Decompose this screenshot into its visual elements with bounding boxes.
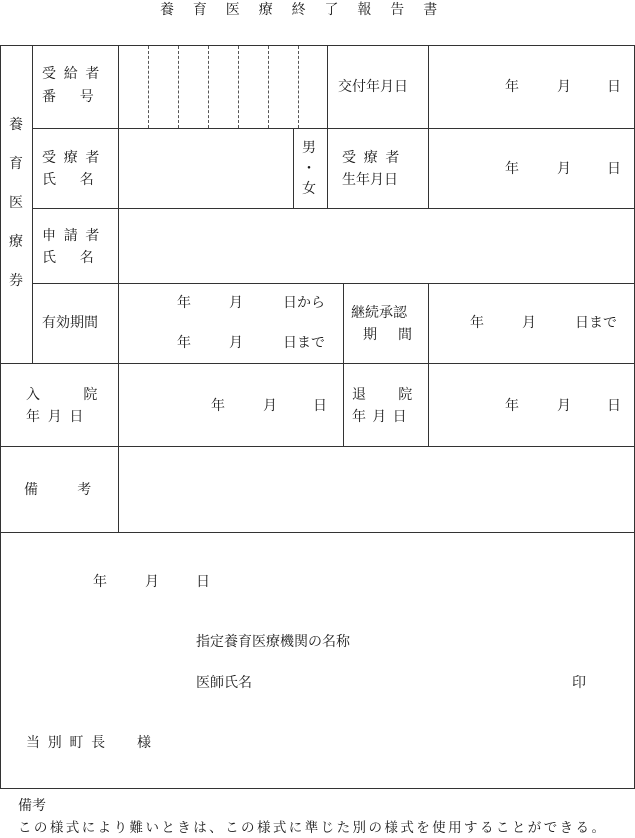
- discharge-date-label: 年月日: [352, 409, 413, 425]
- footer-note: この様式により難いときは、この様式に準じた別の様式を使用することができる。: [18, 820, 608, 836]
- valid-period-to-year: 年: [177, 335, 191, 351]
- sex-male[interactable]: 男: [302, 140, 316, 156]
- institution-name-label: 指定養育医療機関の名称: [196, 634, 350, 650]
- report-year: 年: [93, 574, 107, 590]
- sex-female[interactable]: 女: [302, 181, 316, 197]
- addressee-honorific: 様: [137, 735, 151, 751]
- discharge-date-year: 年: [505, 398, 519, 414]
- form-title: 養育医療終了報告書: [160, 2, 457, 18]
- valid-period-from-month: 月: [229, 295, 243, 311]
- valid-period-to-month: 月: [229, 335, 243, 351]
- admission-date-label: 年月日: [26, 409, 92, 425]
- valid-period-label: 有効期間: [42, 315, 98, 331]
- recipient-number-label: 番号: [42, 89, 118, 105]
- valid-period-until: 日まで: [283, 335, 325, 351]
- admission-date-label: 入院: [26, 387, 141, 403]
- patient-name-field[interactable]: [119, 129, 293, 208]
- birth-date-label: 受療者: [342, 150, 408, 166]
- recipient-number-label: 受給者: [42, 66, 108, 82]
- discharge-date-label: 退院: [352, 387, 445, 403]
- report-day: 日: [196, 574, 210, 590]
- applicant-name-label: 申請者: [42, 228, 108, 244]
- birth-date-month: 月: [557, 161, 571, 177]
- valid-period-from: 日から: [283, 295, 325, 311]
- discharge-date-month: 月: [557, 398, 571, 414]
- birth-date-year: 年: [505, 161, 519, 177]
- ticket-label-char: 医: [9, 195, 23, 211]
- patient-name-label: 氏名: [42, 172, 118, 188]
- issue-date-year: 年: [505, 79, 519, 95]
- issue-date-month: 月: [557, 79, 571, 95]
- remarks-field[interactable]: [119, 447, 634, 532]
- ticket-label-char: 養: [9, 117, 23, 133]
- addressee: 当別町長: [26, 735, 113, 751]
- continuation-period-year: 年: [470, 315, 484, 331]
- continuation-period-label: 継続承認: [351, 305, 407, 321]
- report-month: 月: [145, 574, 159, 590]
- continuation-period-label: 期間: [363, 327, 433, 343]
- patient-name-label: 受療者: [42, 150, 108, 166]
- admission-date-day: 日: [313, 398, 327, 414]
- doctor-name-label: 医師氏名: [196, 675, 252, 691]
- footer-heading: 備考: [18, 798, 46, 814]
- admission-date-year: 年: [211, 398, 225, 414]
- applicant-name-field[interactable]: [119, 209, 634, 283]
- birth-date-label: 生年月日: [342, 172, 398, 188]
- birth-date-day: 日: [607, 161, 621, 177]
- sex-separator: ・: [302, 161, 316, 177]
- continuation-period-month: 月: [522, 315, 536, 331]
- ticket-label-char: 券: [9, 273, 23, 289]
- applicant-name-label: 氏名: [42, 250, 118, 266]
- valid-period-from-year: 年: [177, 295, 191, 311]
- ticket-label-char: 育: [9, 156, 23, 172]
- ticket-label-char: 療: [9, 234, 23, 250]
- issue-date-day: 日: [607, 79, 621, 95]
- issue-date-label: 交付年月日: [338, 79, 408, 95]
- remarks-label: 備考: [24, 482, 131, 498]
- discharge-date-day: 日: [607, 398, 621, 414]
- continuation-period-until: 日まで: [575, 315, 617, 331]
- seal-mark: 印: [572, 675, 586, 691]
- recipient-number-field[interactable]: [119, 46, 327, 128]
- admission-date-month: 月: [263, 398, 277, 414]
